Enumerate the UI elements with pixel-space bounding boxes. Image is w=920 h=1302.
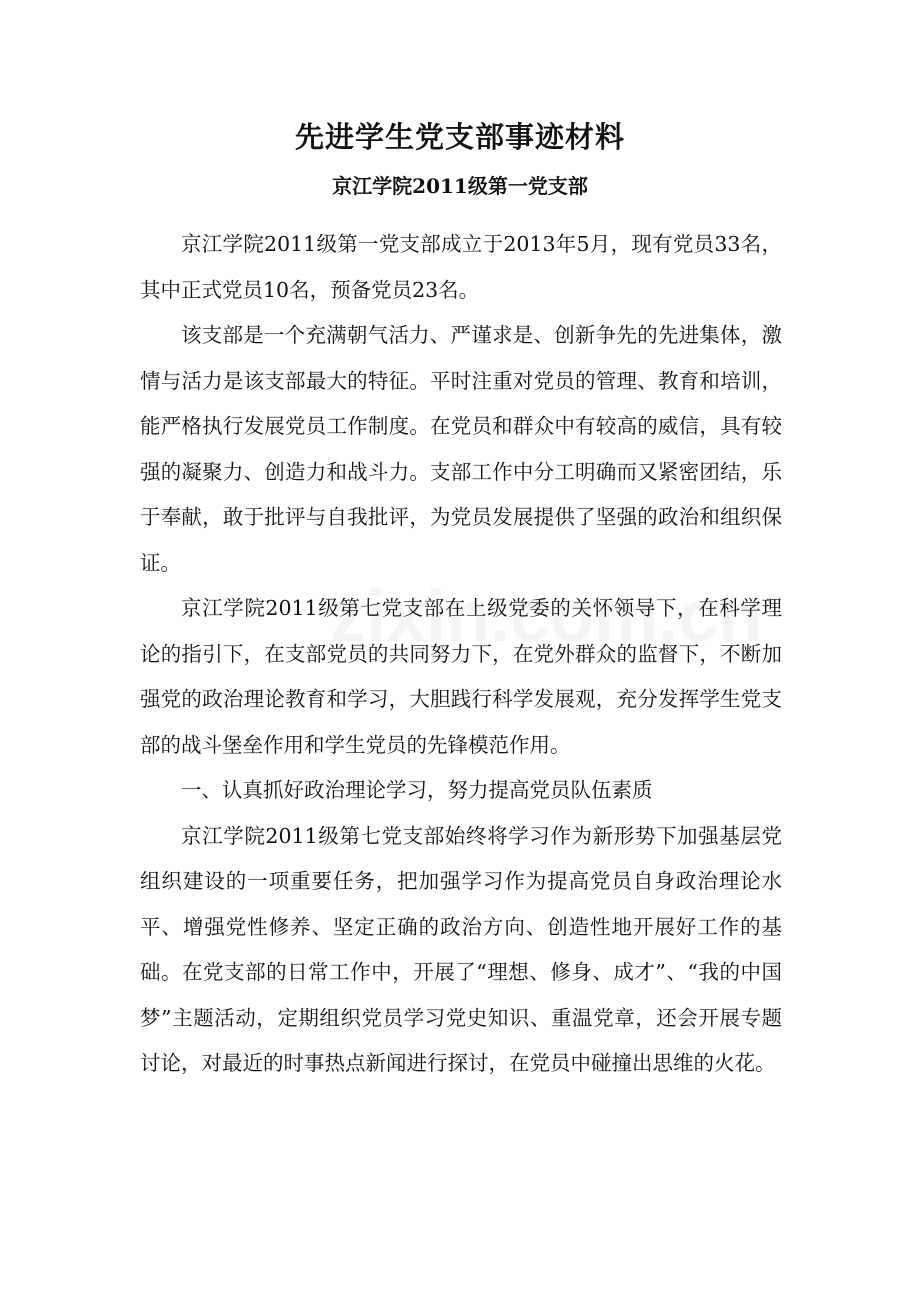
paragraph-intro: 京江学院2011级第一党支部成立于2013年5月，现有党员33名，其中正式党员10名，预备党员23名。 <box>140 232 782 302</box>
page-title: 先进学生党支部事迹材料 <box>294 120 625 154</box>
document-body <box>140 222 782 1087</box>
paragraph-study: 京江学院2011级第七党支部始终将学习作为新形势下加强基层党组织建设的一项重要任务，把加强学习作为提高党员自身政治理论水平、增强党性修养、坚定正确的政治方向、创造性地开展好工作的基础。在党支部的日常工作中，开展了“理想、修身、成才”、“我的中国梦”主题活动，定期组织党员学习党史知识、重温党章，还会开展专题讨论，对最近的时事热点新闻进行探讨，在党员中碰撞出思维的火花。 <box>140 823 782 1075</box>
paragraph-leadership: 京江学院2011级第七党支部在上级党委的关怀领导下，在科学理论的指引下，在支部党员的共同努力下，在党外群众的监督下，不断加强党的政治理论教育和学习，大胆践行科学发展观，充分发挥学生党支部的战斗堡垒作用和学生党员的先锋模范作用。 <box>140 596 782 757</box>
paragraph-characteristics: 该支部是一个充满朝气活力、严谨求是、创新争先的先进集体，激情与活力是该支部最大的特征。平时注重对党员的管理、教育和培训，能严格执行发展党员工作制度。在党员和群众中有较高的威信，具有较强的凝聚力、创造力和战斗力。支部工作中分工明确而又紧密团结，乐于奉献，敢于批评与自我批评，为党员发展提供了坚强的政治和组织保证。 <box>140 323 782 575</box>
page-subtitle: 京江学院2011级第一党支部 <box>332 174 588 198</box>
section-heading-1: 一、认真抓好政治理论学习，努力提高党员队伍素质 <box>181 778 653 802</box>
